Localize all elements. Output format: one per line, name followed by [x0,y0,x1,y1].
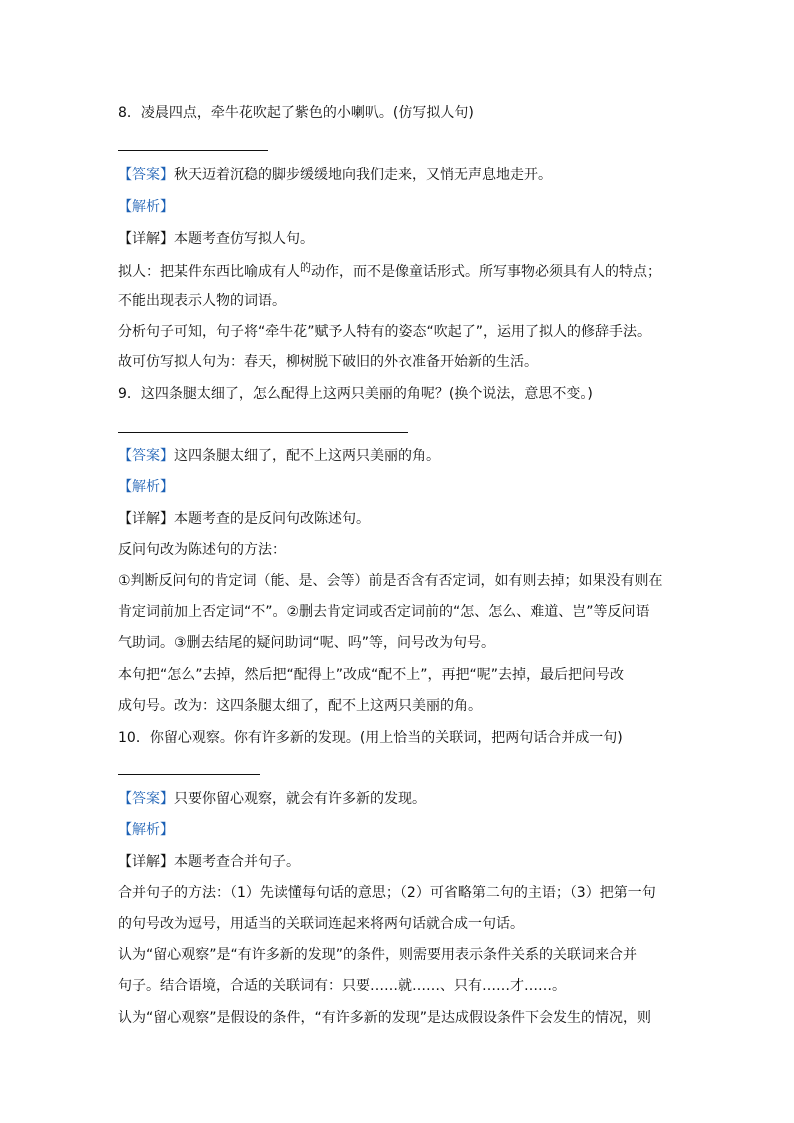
detail-tag: 【详解】 [118,511,174,527]
q9-answer-blank [118,432,408,433]
q10-answer-blank [118,774,260,775]
answer-text: 只要你留心观察，就会有许多新的发现。 [174,791,426,807]
answer-tag: 【答案】 [118,167,174,183]
q8-definition: 拟人：把某件东西比喻成有人$^的$动作，而不是像童话形式。所写事物必须具有人的特点； [118,261,661,280]
answer-tag: 【答案】 [118,448,174,464]
q8-answer [118,165,552,185]
q10-method-line-2: 的句号改为逗号，用适当的关联词连起来将两句话就合成一句话。 [118,916,524,932]
q9-detail [118,509,370,529]
q10-answer [118,789,426,809]
q8-example-line: 故可仿写拟人句为：春天，柳树脱下破旧的外衣准备开始新的生活。 [118,354,538,370]
detail-text: 本题考查合并句子。 [174,854,300,870]
detail-tag: 【详解】 [118,231,174,247]
q8-answer-blank [118,150,268,151]
q9-explain-line-2: 成句号。改为：这四条腿太细了，配不上这两只美丽的角。 [118,698,482,714]
q8-analysis-tag: 【解析】 [118,199,174,215]
detail-text: 本题考查的是反问句改陈述句。 [174,511,370,527]
q10-condition-line-2: 句子。结合语境，合适的关联词有：只要……就……、只有……才……。 [118,978,566,994]
q10-analysis-tag: 【解析】 [118,822,174,838]
q9-method-line-3: 气助词。③删去结尾的疑问助词“呢、吗”等，问号改为句号。 [118,635,496,651]
q8-analysis-line: 分析句子可知，句子将“牵牛花”赋予人特有的姿态“吹起了”，运用了拟人的修辞手法。 [118,324,652,340]
detail-text: 本题考查仿写拟人句。 [174,231,314,247]
q10-method-line-1: 合并句子的方法：（1）先读懂每句话的意思；（2）可省略第二句的主语；（3）把第一句 [118,885,656,901]
answer-text: 秋天迈着沉稳的脚步缓缓地向我们走来，又悄无声息地走开。 [174,167,552,183]
q9-explain-line-1: 本句把“怎么”去掉，然后把“配得上”改成“配不上”，再把“呢”去掉，最后把问号改 [118,667,625,683]
q9-method-line-2: 肯定词前加上否定词“不”。②删去肯定词或否定词前的“怎、怎么、难道、岂”等反问语 [118,604,650,620]
q9-question: 9．这四条腿太细了，怎么配得上这两只美丽的角呢？(换个说法，意思不变。) [118,386,593,402]
q8-detail [118,229,314,249]
q10-hypothesis-line-1: 认为“留心观察”是假设的条件，“有许多新的发现”是达成假设条件下会发生的情况，则 [118,1010,652,1026]
answer-tag: 【答案】 [118,791,174,807]
q8-question: 8．凌晨四点，牵牛花吹起了紫色的小喇叭。(仿写拟人句) [118,105,474,121]
q9-analysis-tag: 【解析】 [118,479,174,495]
detail-tag: 【详解】 [118,854,174,870]
answer-text: 这四条腿太细了，配不上这两只美丽的角。 [174,448,440,464]
q8-definition-cont: 不能出现表示人物的词语。 [118,293,286,309]
q9-method-line-1: ①判断反问句的肯定词（能、是、会等）前是否含有否定词，如有则去掉；如果没有则在 [118,573,663,589]
q9-answer [118,446,440,466]
q9-method-title: 反问句改为陈述句的方法： [118,542,286,558]
q10-question: 10．你留心观察。你有许多新的发现。(用上恰当的关联词，把两句话合并成一句) [118,730,623,746]
q10-detail [118,852,300,872]
q10-condition-line-1: 认为“留心观察”是“有许多新的发现”的条件，则需要用表示条件关系的关联词来合并 [118,947,638,963]
